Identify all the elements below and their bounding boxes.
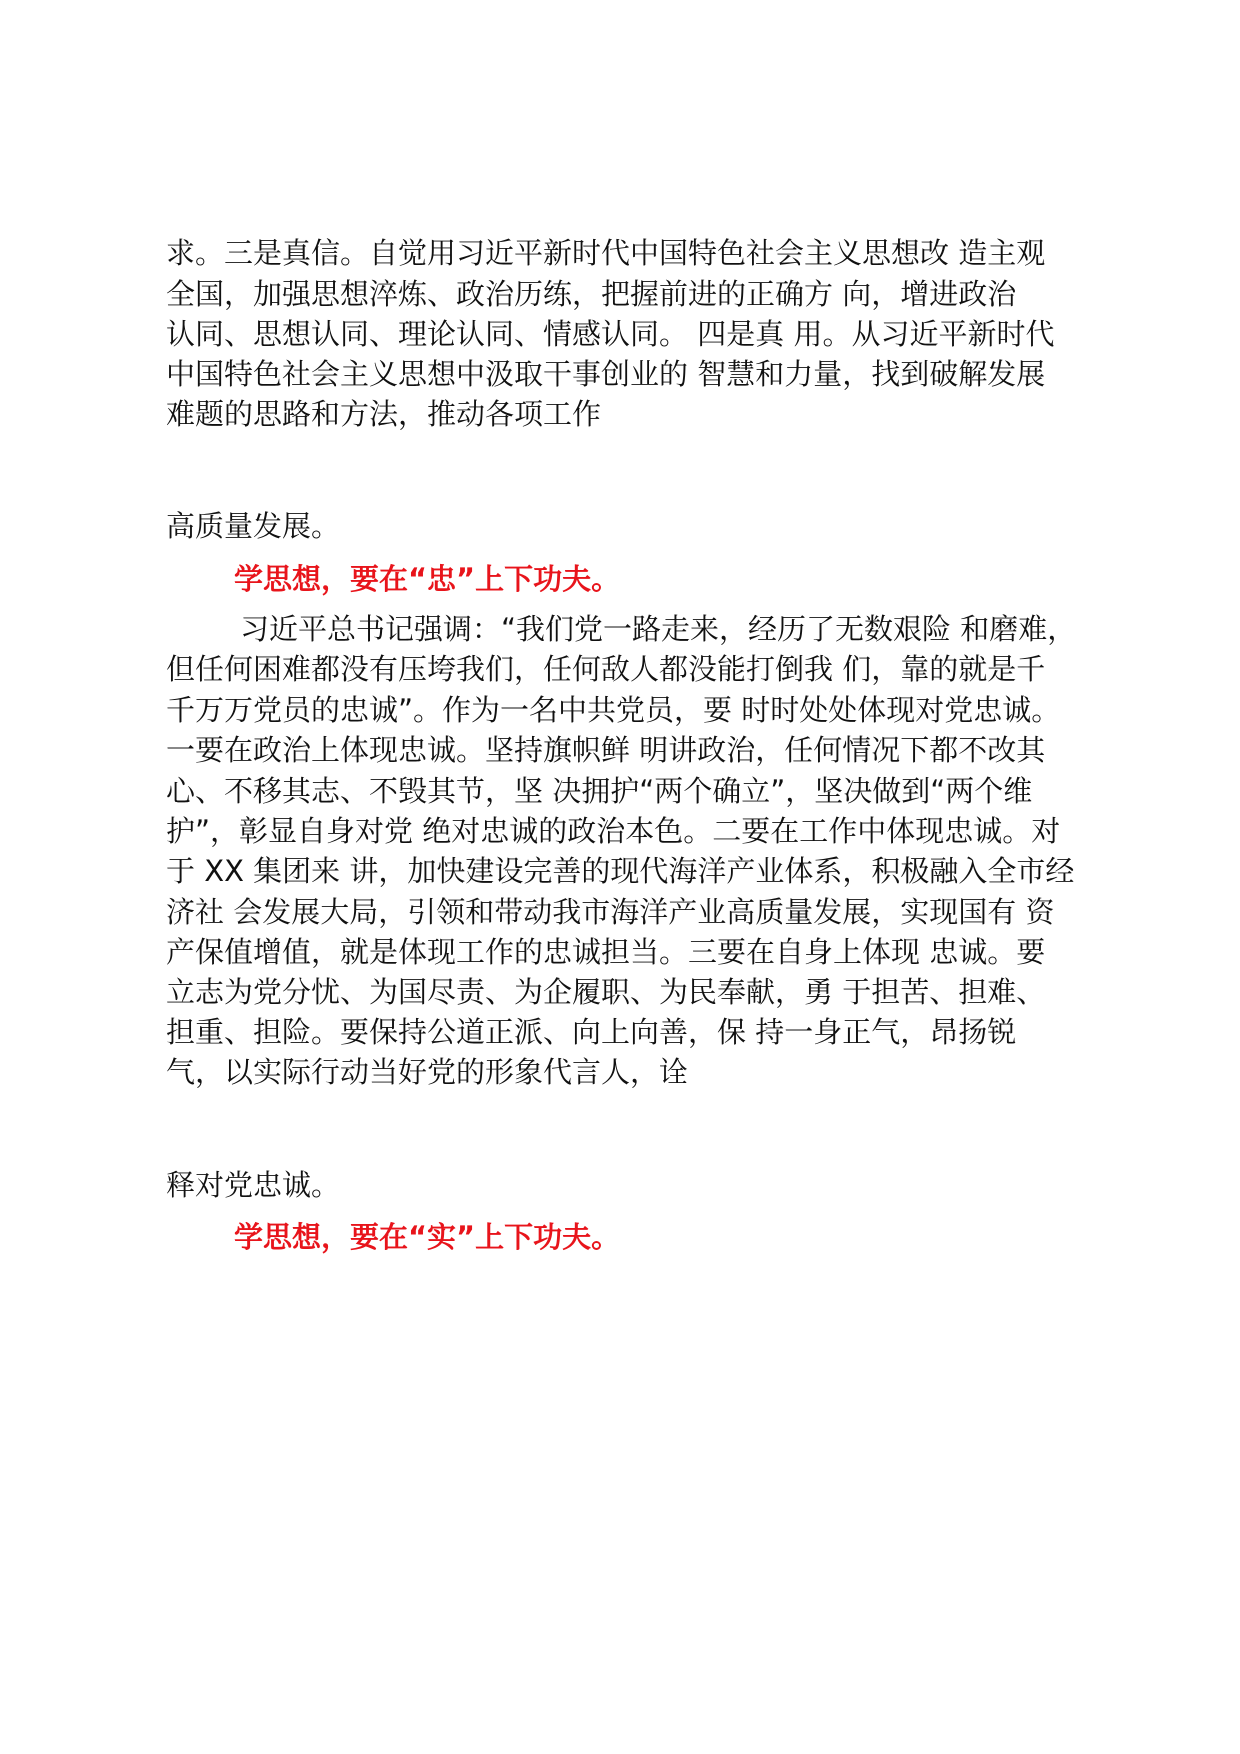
paragraph-line: 习近平总书记强调：“我们党一路走来，经历了无数艰险 和磨难， [240, 612, 1077, 646]
paragraph-line: 一要在政治上体现忠诚。坚持旗帜鲜 明讲政治，任何情况下都不改其 [166, 733, 1046, 767]
paragraph-line: 心、不移其志、不毁其节，坚 决拥护“两个确立”，坚决做到“两个维 [166, 774, 1033, 808]
paragraph-line: 于 XX 集团来 讲，加快建设完善的现代海洋产业体系，积极融入全市经 [166, 854, 1075, 888]
paragraph-line: 济社 会发展大局，引领和带动我市海洋产业高质量发展，实现国有 资 [166, 895, 1055, 929]
paragraph-line: 气，以实际行动当好党的形象代言人，诠 [166, 1055, 689, 1089]
paragraph-line: 全国，加强思想淬炼、政治历练，把握前进的正确方 向，增进政治 [166, 277, 1017, 311]
paragraph-tail: 高质量发展。 [166, 509, 341, 543]
paragraph-line: 中国特色社会主义思想中汲取干事创业的 智慧和力量，找到破解发展 [166, 357, 1046, 391]
paragraph-line: 求。三是真信。自觉用习近平新时代中国特色社会主义思想改 造主观 [166, 236, 1046, 270]
paragraph-line: 护”，彰显自身对党 绝对忠诚的政治本色。二要在工作中体现忠诚。对 [166, 814, 1061, 848]
paragraph-line: 立志为党分忧、为国尽责、为企履职、为民奉献，勇 于担苦、担难、 [166, 975, 1046, 1009]
paragraph-line: 担重、担险。要保持公道正派、向上向善，保 持一身正气，昂扬锐 [166, 1015, 1017, 1049]
section-heading: 学思想，要在“实”上下功夫。 [234, 1220, 621, 1254]
section-heading: 学思想，要在“忠”上下功夫。 [234, 562, 621, 596]
paragraph-tail: 释对党忠诚。 [166, 1168, 341, 1202]
paragraph-line: 千万万党员的忠诚”。作为一名中共党员，要 时时处处体现对党忠诚。 [166, 693, 1061, 727]
paragraph-line: 但任何困难都没有压垮我们，任何敌人都没能打倒我 们，靠的就是千 [166, 652, 1046, 686]
paragraph-line: 认同、思想认同、理论认同、情感认同。 四是真 用。从习近平新时代 [166, 317, 1055, 351]
paragraph-line: 难题的思路和方法，推动各项工作 [166, 397, 602, 431]
paragraph-line: 产保值增值，就是体现工作的忠诚担当。三要在自身上体现 忠诚。要 [166, 935, 1046, 969]
